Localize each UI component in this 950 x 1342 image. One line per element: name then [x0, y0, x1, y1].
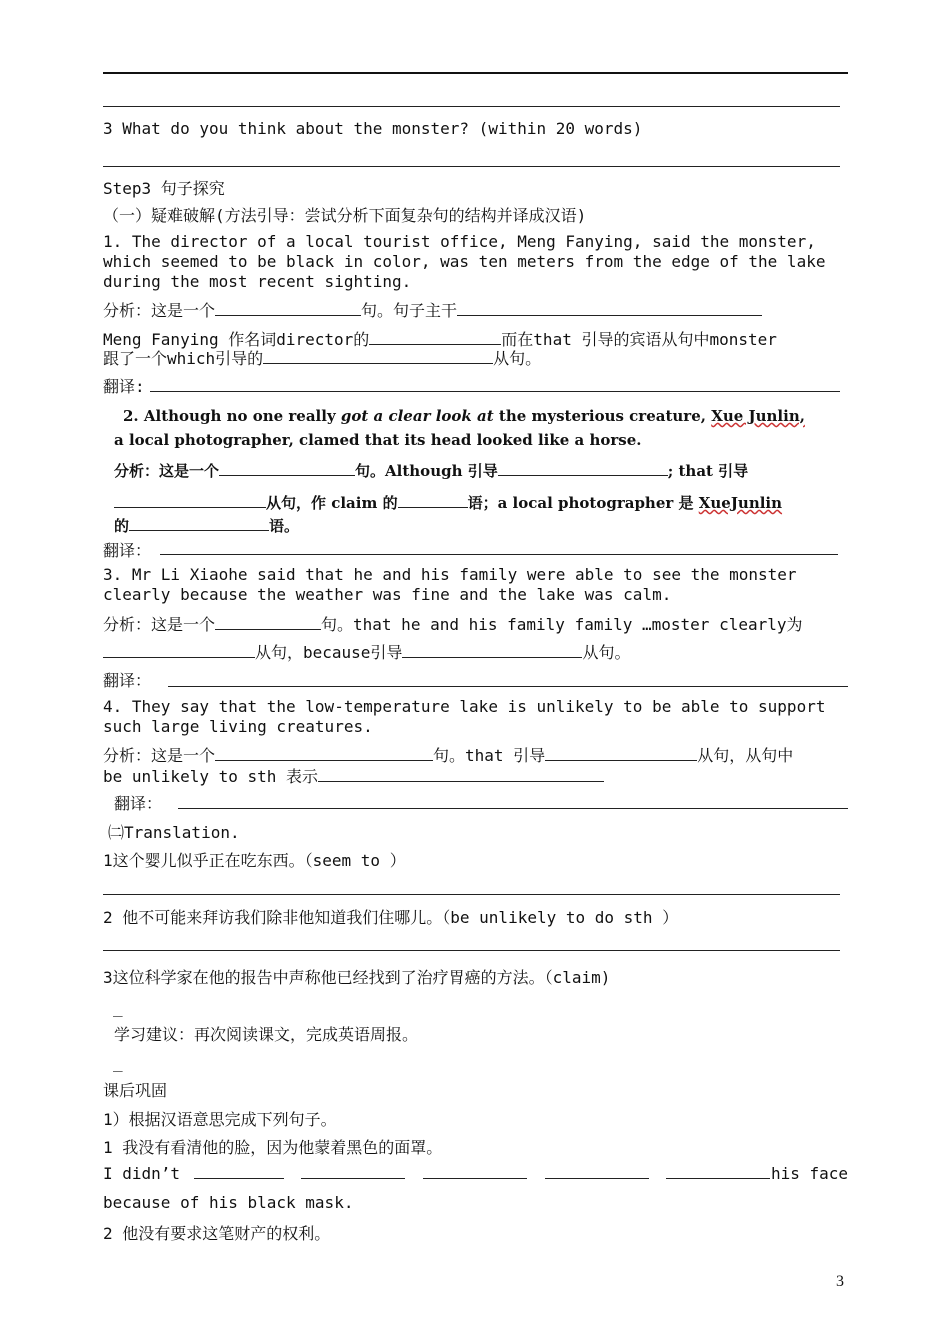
dash-mark: _ — [113, 998, 123, 1017]
answer-line[interactable] — [103, 894, 840, 895]
top-rule — [103, 72, 848, 74]
fill-blank[interactable] — [129, 516, 269, 531]
s1-translate-label: 翻译: — [103, 377, 145, 396]
answer-line[interactable] — [178, 808, 848, 809]
fill-blank[interactable] — [114, 493, 266, 508]
analysis-text: 的 — [114, 517, 130, 535]
fill-blank[interactable] — [318, 767, 604, 782]
after-class-title: 课后巩固 — [103, 1081, 168, 1100]
s2-analysis — [114, 460, 748, 481]
answer-line — [103, 106, 840, 107]
page-number: 3 — [836, 1273, 844, 1290]
s3-analysis-2 — [103, 640, 630, 663]
answer-line[interactable] — [103, 950, 840, 951]
completion-1-en-line-2: because of his black mask. — [103, 1193, 354, 1212]
analysis-text: 跟了一个which引导的 — [103, 349, 264, 368]
sentence-name: Xue Junlin, — [711, 407, 805, 425]
sentence-2-line-1 — [123, 407, 805, 425]
fill-blank[interactable] — [666, 1164, 770, 1179]
analysis-text: 从句，从句中 — [697, 746, 794, 765]
sentence-text: 2. Although no one really — [123, 407, 341, 425]
s2-analysis-3 — [114, 515, 299, 536]
question-3: 3 What do you think about the monster? (within 20 words) — [103, 119, 643, 138]
analysis-text: 句。Although 引导 — [355, 462, 498, 480]
answer-line[interactable] — [168, 686, 848, 687]
fill-blank[interactable] — [545, 746, 697, 761]
analysis-text: Meng Fanying 作名词director的 — [103, 330, 370, 349]
fill-blank[interactable] — [498, 461, 668, 476]
s4-translate-label: 翻译： — [114, 794, 163, 813]
sentence-text: I didn’t — [103, 1164, 181, 1183]
analysis-label: 分析：这是一个 — [103, 746, 216, 765]
fill-blank[interactable] — [215, 746, 433, 761]
analysis-text: 从句，作 claim 的 — [266, 494, 398, 512]
sentence-3-line: clearly because the weather was fine and the lake was calm. — [103, 585, 672, 604]
s2-analysis-2 — [114, 492, 782, 513]
sentence-3-line: 3. Mr Li Xiaohe said that he and his family were able to see the monster — [103, 565, 797, 584]
s1-analysis-3 — [103, 346, 541, 369]
analysis-text: 从句，because引导 — [255, 643, 403, 662]
fill-blank[interactable] — [398, 493, 468, 508]
analysis-text: 语。 — [269, 517, 300, 535]
fill-blank[interactable] — [423, 1164, 527, 1179]
sentence-4-line: 4. They say that the low-temperature lake is unlikely to be able to support — [103, 697, 826, 716]
answer-line[interactable] — [160, 554, 838, 555]
sentence-text: the mysterious creature, — [493, 407, 712, 425]
s4-analysis-2 — [103, 764, 604, 787]
translation-1: 1这个婴儿似乎正在吃东西。（seem to ） — [103, 851, 406, 870]
completion-1-cn: 1 我没有看清他的脸，因为他蒙着黑色的面罩。 — [103, 1138, 443, 1157]
step3-title: Step3 句子探究 — [103, 179, 225, 198]
sentence-1-line: during the most recent sighting. — [103, 272, 412, 291]
analysis-label: 分析：这是一个 — [114, 462, 220, 480]
analysis-text: 从句。 — [493, 349, 542, 368]
fill-blank[interactable] — [194, 1164, 284, 1179]
part1-title: （一）疑难破解(方法引导：尝试分析下面复杂句的结构并译成汉语) — [103, 206, 587, 225]
answer-line — [103, 166, 840, 167]
analysis-text: 句。that he and his family family …moster clearly为 — [321, 615, 803, 634]
s2-translate-label: 翻译： — [103, 541, 152, 560]
analysis-name: XueJunlin — [698, 494, 783, 512]
fill-blank[interactable] — [215, 301, 361, 316]
analysis-text: 而在that 引导的宾语从句中monster — [501, 330, 777, 349]
fill-blank[interactable] — [301, 1164, 405, 1179]
fill-blank[interactable] — [457, 301, 762, 316]
part2-title: ㈡Translation. — [108, 823, 240, 842]
sentence-text: his face — [770, 1164, 848, 1183]
analysis-text: ; that 引导 — [667, 462, 749, 480]
analysis-text: 从句。 — [582, 643, 631, 662]
fill-blank[interactable] — [402, 643, 582, 658]
sentence-text: got a clear look at — [340, 407, 494, 425]
fill-blank[interactable] — [215, 615, 321, 630]
analysis-text: be unlikely to sth 表示 — [103, 767, 319, 786]
translation-2: 2 他不可能来拜访我们除非他知道我们住哪儿。（be unlikely to do sth ） — [103, 908, 679, 927]
s3-analysis — [103, 612, 803, 635]
dash-mark: _ — [113, 1053, 123, 1072]
after-class-subtitle: 1）根据汉语意思完成下列句子。 — [103, 1110, 337, 1129]
analysis-text: 语；a local photographer 是 — [467, 494, 699, 512]
completion-2-cn: 2 他没有要求这笔财产的权利。 — [103, 1224, 331, 1243]
sentence-2-line-2: a local photographer, clamed that its head looked like a horse. — [114, 431, 642, 449]
fill-blank[interactable] — [103, 643, 255, 658]
fill-blank[interactable] — [369, 330, 501, 345]
sentence-1-line: which seemed to be black in color, was ten meters from the edge of the lake — [103, 252, 826, 271]
answer-line[interactable] — [150, 391, 840, 392]
s4-analysis — [103, 743, 793, 766]
study-advice: 学习建议：再次阅读课文，完成英语周报。 — [114, 1025, 419, 1044]
analysis-text: 句。句子主干 — [361, 301, 458, 320]
s3-translate-label: 翻译： — [103, 671, 152, 690]
translation-3: 3这位科学家在他的报告中声称他已经找到了治疗胃癌的方法。（claim) — [103, 968, 611, 987]
fill-blank[interactable] — [545, 1164, 649, 1179]
sentence-1-line: 1. The director of a local tourist office, Meng Fanying, said the monster, — [103, 232, 816, 251]
analysis-text: 句。that 引导 — [433, 746, 546, 765]
completion-1-en — [103, 1164, 848, 1183]
s1-analysis — [103, 298, 762, 321]
analysis-label: 分析：这是一个 — [103, 615, 216, 634]
fill-blank[interactable] — [263, 349, 493, 364]
analysis-label: 分析：这是一个 — [103, 301, 216, 320]
sentence-4-line: such large living creatures. — [103, 717, 373, 736]
fill-blank[interactable] — [219, 461, 355, 476]
